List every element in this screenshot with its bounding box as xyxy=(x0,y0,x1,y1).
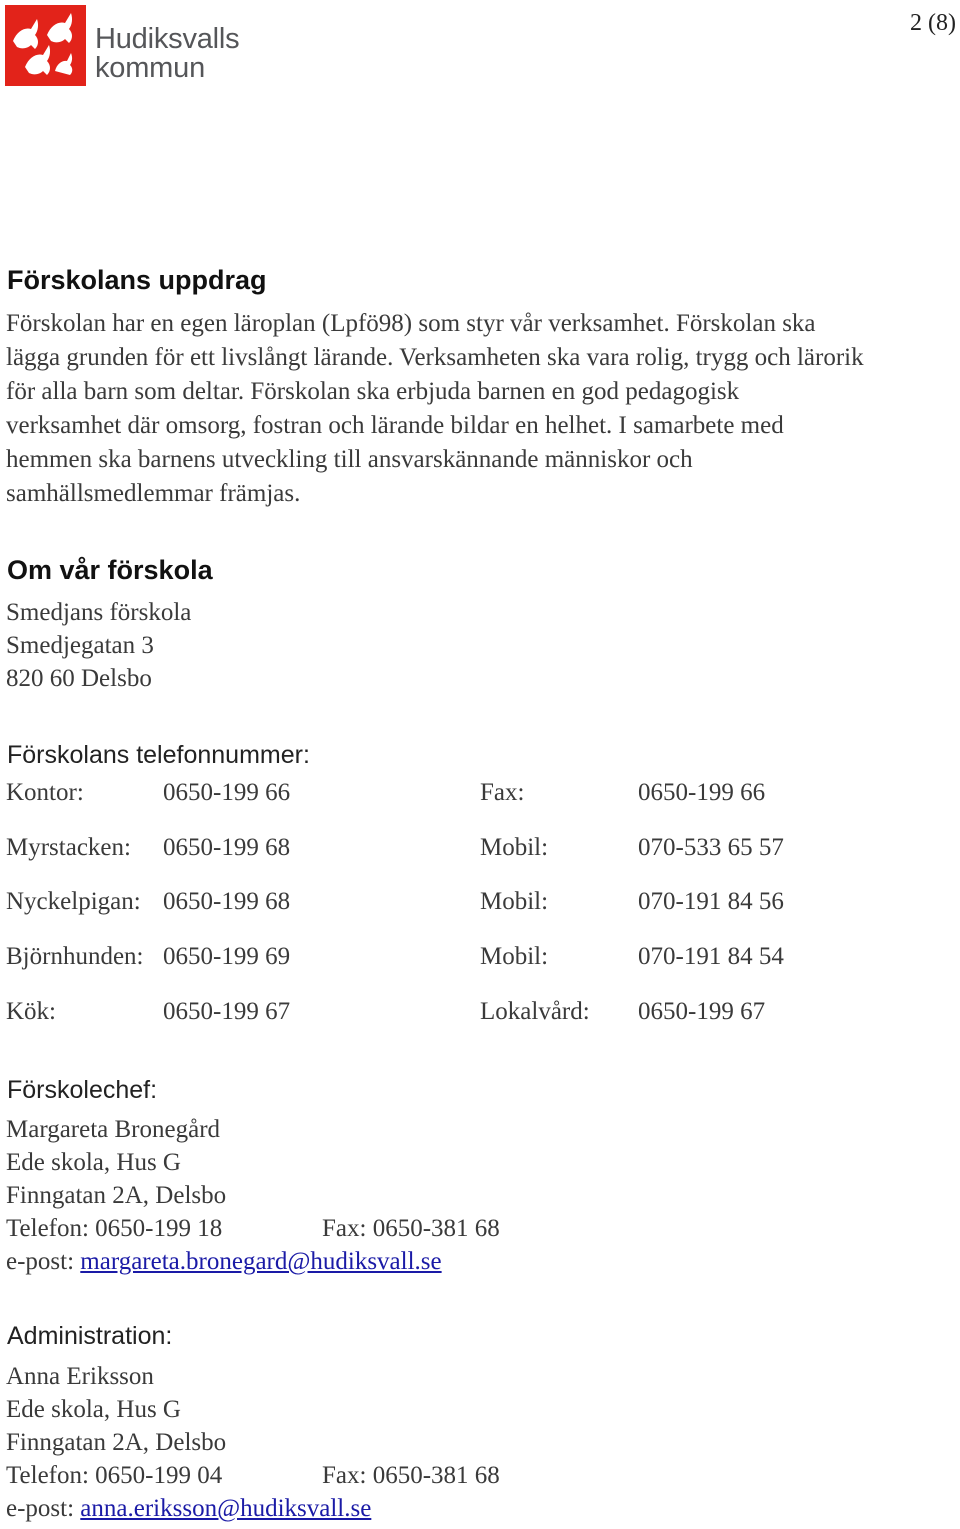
contact-office: Ede skola, Hus G xyxy=(6,1396,181,1423)
phone-label: Björnhunden: xyxy=(6,943,144,970)
phone-number: 0650-199 66 xyxy=(638,779,766,806)
contact-address: Finngatan 2A, Delsbo xyxy=(6,1182,227,1209)
phone-number: 070-191 84 54 xyxy=(638,943,784,970)
contact-phone-row xyxy=(6,1212,500,1245)
administration-heading: Administration: xyxy=(7,1322,173,1350)
phone-number: 070-191 84 56 xyxy=(638,888,784,915)
contact-phone: Telefon: 0650-199 18 xyxy=(6,1215,223,1242)
forskolechef-heading: Förskolechef: xyxy=(7,1076,158,1104)
contact-phone: Telefon: 0650-199 04 xyxy=(6,1462,223,1489)
phone-number: 0650-199 67 xyxy=(638,998,766,1025)
contact-fax: Fax: 0650-381 68 xyxy=(322,1215,500,1242)
contact-address: Finngatan 2A, Delsbo xyxy=(6,1429,227,1456)
contact-name: Anna Eriksson xyxy=(6,1363,154,1390)
contact-email-line xyxy=(6,1245,442,1278)
phone-number: 0650-199 69 xyxy=(163,943,291,970)
contact-phone-row xyxy=(6,1459,500,1492)
phone-label: Mobil: xyxy=(480,943,549,970)
preschool-name: Smedjans förskola xyxy=(6,599,192,626)
contact-fax: Fax: 0650-381 68 xyxy=(322,1462,500,1489)
phone-label: Kök: xyxy=(6,998,56,1025)
goat-emblem-icon xyxy=(5,5,86,86)
section-heading-uppdrag: Förskolans uppdrag xyxy=(7,265,267,295)
uppdrag-paragraph xyxy=(6,307,960,511)
phone-heading: Förskolans telefonnummer: xyxy=(7,741,310,769)
paragraph-line: verksamhet där omsorg, fostran och lärande bildar en helhet. I samarbete med xyxy=(6,412,784,439)
phone-row xyxy=(6,998,906,1032)
preschool-address xyxy=(6,596,191,695)
paragraph-line: för alla barn som deltar. Förskolan ska erbjuda barnen en god pedagogisk xyxy=(6,378,740,405)
phone-row xyxy=(6,888,906,922)
phone-row xyxy=(6,834,906,868)
page-number: 2 (8) xyxy=(910,10,956,36)
phone-label: Kontor: xyxy=(6,779,84,806)
phone-label: Nyckelpigan: xyxy=(6,888,141,915)
preschool-street: Smedjegatan 3 xyxy=(6,632,154,659)
contact-office: Ede skola, Hus G xyxy=(6,1149,181,1176)
phone-label: Lokalvård: xyxy=(480,998,590,1025)
phone-number: 0650-199 68 xyxy=(163,834,291,861)
contact-email-line xyxy=(6,1492,371,1525)
logo-line-2: kommun xyxy=(95,52,205,84)
section-heading-om: Om vår förskola xyxy=(7,555,213,585)
forskolechef-contact xyxy=(6,1113,500,1278)
logo-line-1: Hudiksvalls xyxy=(95,23,240,55)
logo-wordmark xyxy=(95,25,239,83)
phone-label: Myrstacken: xyxy=(6,834,131,861)
paragraph-line: lägga grunden för ett livslångt lärande. Verksamheten ska vara rolig, trygg och lärorik xyxy=(6,344,864,371)
hudiksvalls-kommun-logo xyxy=(5,5,265,87)
contact-name: Margareta Bronegård xyxy=(6,1116,221,1143)
phone-label: Mobil: xyxy=(480,834,549,861)
phone-row xyxy=(6,779,906,813)
administration-contact xyxy=(6,1360,500,1525)
phone-label: Mobil: xyxy=(480,888,549,915)
paragraph-line: samhällsmedlemmar främjas. xyxy=(6,480,301,507)
phone-number: 0650-199 67 xyxy=(163,998,291,1025)
phone-row xyxy=(6,943,906,977)
preschool-city: 820 60 Delsbo xyxy=(6,665,152,692)
phone-label: Fax: xyxy=(480,779,525,806)
phone-number: 0650-199 66 xyxy=(163,779,291,806)
phone-number: 0650-199 68 xyxy=(163,888,291,915)
email-label: e-post: xyxy=(6,1495,81,1522)
paragraph-line: hemmen ska barnens utveckling till ansvarskännande människor och xyxy=(6,446,693,473)
email-link[interactable]: margareta.bronegard@hudiksvall.se xyxy=(80,1248,442,1275)
paragraph-line: Förskolan har en egen läroplan (Lpfö98) som styr vår verksamhet. Förskolan ska xyxy=(6,310,816,337)
email-label: e-post: xyxy=(6,1248,81,1275)
phone-number: 070-533 65 57 xyxy=(638,834,784,861)
email-link[interactable]: anna.eriksson@hudiksvall.se xyxy=(80,1495,372,1522)
